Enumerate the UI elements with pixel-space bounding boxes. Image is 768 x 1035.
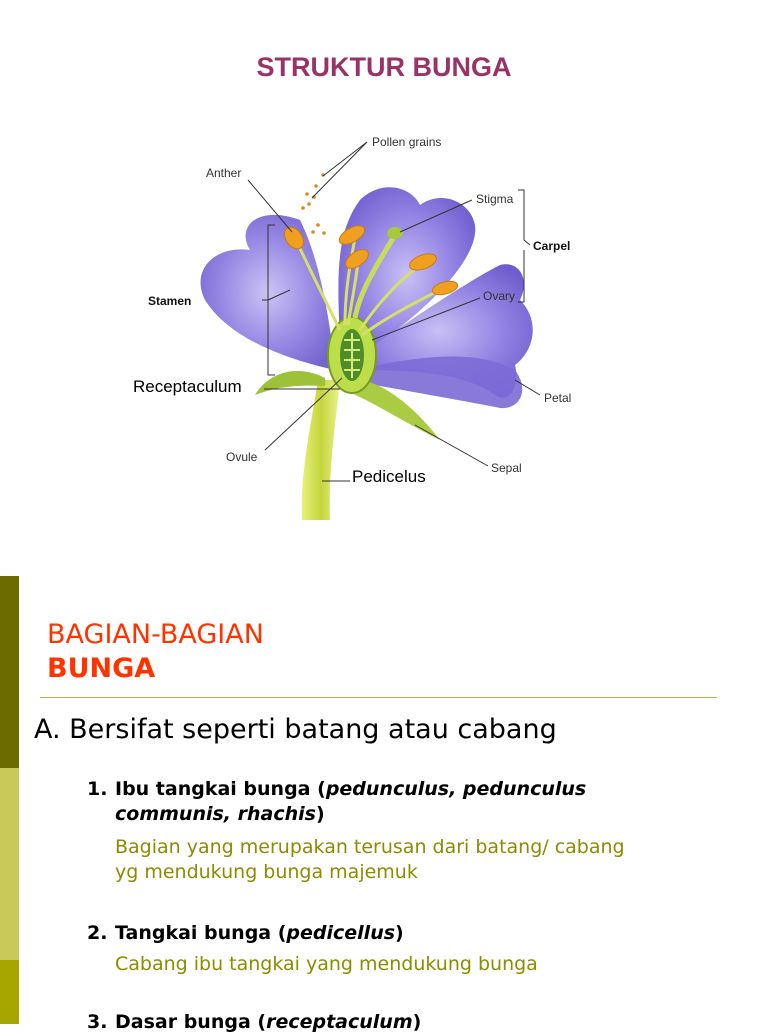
- item-number: 3.: [87, 1011, 108, 1033]
- side-bar-dark: [0, 576, 19, 768]
- section-title-line1: BAGIAN-BAGIAN: [47, 619, 264, 650]
- label-ovary: Ovary: [483, 289, 516, 303]
- side-bar-mid: [0, 960, 19, 1024]
- label-stamen: Stamen: [148, 294, 192, 308]
- desc-line: yg mendukung bunga majemuk: [115, 861, 418, 883]
- desc-line: Cabang ibu tangkai yang mendukung bunga: [115, 953, 538, 975]
- flower-structure-diagram: [0, 120, 768, 540]
- desc-line: Bagian yang merupakan terusan dari batang/ cabang: [115, 836, 625, 858]
- section-title-line2: BUNGA: [47, 653, 156, 684]
- item-close: ): [412, 1011, 422, 1033]
- list-item-2: [87, 921, 404, 946]
- item-number: 2.: [87, 922, 108, 944]
- item-latin: pedunculus, pedunculus: [325, 778, 587, 800]
- label-ovule: Ovule: [226, 450, 258, 464]
- side-bar-light: [0, 768, 19, 960]
- list-item-3: [87, 1010, 421, 1035]
- item-number: 1.: [87, 778, 108, 800]
- item-latin: pedicellus: [286, 922, 396, 944]
- sepal-left: [255, 371, 325, 395]
- item-close: ): [395, 922, 404, 944]
- label-sepal: Sepal: [491, 461, 522, 475]
- section-title: [47, 618, 264, 686]
- stigma-shape: [387, 227, 403, 239]
- stem-shape: [302, 380, 340, 520]
- list-item-1: [87, 777, 586, 827]
- item-name: Dasar bunga (: [115, 1011, 267, 1033]
- label-anther: Anther: [206, 166, 242, 180]
- item-1-description: [115, 835, 625, 885]
- item-name: Ibu tangkai bunga (: [115, 778, 326, 800]
- label-petal: Petal: [544, 391, 572, 405]
- section-divider: [40, 697, 717, 698]
- item-name: Tangkai bunga (: [115, 922, 287, 944]
- label-carpel: Carpel: [533, 239, 571, 253]
- label-receptaculum: Receptaculum: [133, 377, 242, 396]
- label-pollen-grains: Pollen grains: [372, 135, 442, 149]
- label-pedicelus: Pedicelus: [352, 467, 426, 486]
- subsection-heading: A. Bersifat seperti batang atau cabang: [34, 714, 557, 745]
- label-stigma: Stigma: [476, 192, 514, 206]
- decorative-side-bars: [0, 576, 19, 1024]
- item-close: ): [315, 803, 325, 825]
- page-title: STRUKTUR BUNGA: [256, 52, 512, 82]
- item-2-description: [115, 952, 538, 977]
- item-latin: receptaculum: [266, 1011, 413, 1033]
- item-latin-cont: communis, rhachis: [115, 803, 316, 825]
- pollen-dots: [301, 173, 326, 235]
